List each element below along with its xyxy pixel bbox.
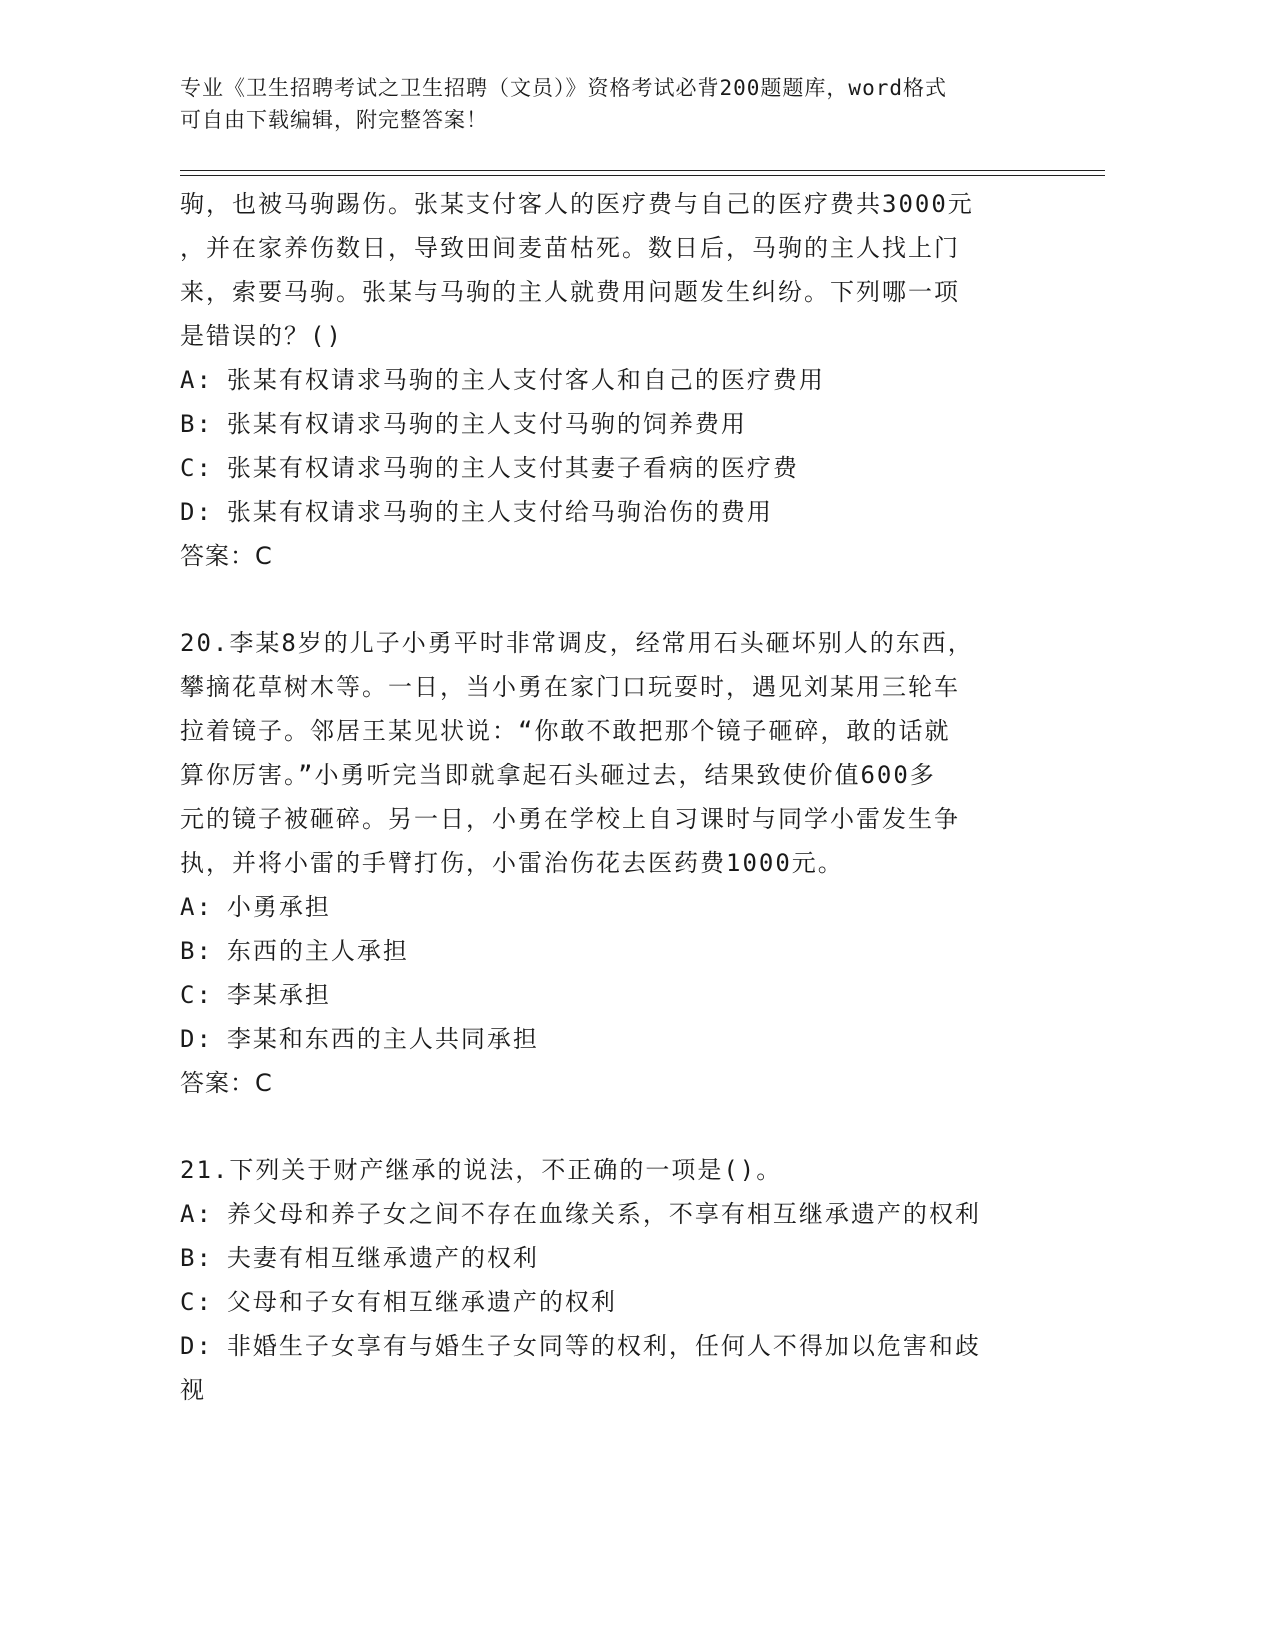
header-line-2: 可自由下载编辑，附完整答案！ xyxy=(180,108,488,132)
option-letter: B: xyxy=(180,937,213,965)
question-stem-line: 21.下列关于财产继承的说法，不正确的一项是()。 xyxy=(180,1156,783,1184)
option-text: 小勇承担 xyxy=(226,893,331,921)
header-rule-bottom xyxy=(180,175,1105,176)
answer-line: 答案：C xyxy=(180,542,273,570)
question-stem-line: 拉着镜子。邻居王某见状说：“你敢不敢把那个镜子砸碎，敢的话就 xyxy=(180,717,951,745)
option-text: 李某和东西的主人共同承担 xyxy=(226,1025,539,1053)
option-text: 李某承担 xyxy=(226,981,331,1009)
question-stem-line: 驹，也被马驹踢伤。张某支付客人的医疗费与自己的医疗费共3000元 xyxy=(180,190,974,218)
option-a xyxy=(180,885,1050,929)
question-block xyxy=(180,621,1050,1105)
question-stem-line: 是错误的？() xyxy=(180,322,343,350)
option-text: 养父母和养子女之间不存在血缘关系，不享有相互继承遗产的权利 xyxy=(226,1200,981,1228)
option-text: 张某有权请求马驹的主人支付马驹的饲养费用 xyxy=(226,410,747,438)
question-spacer xyxy=(180,1105,1050,1148)
option-text: 父母和子女有相互继承遗产的权利 xyxy=(226,1288,617,1316)
option-text: 张某有权请求马驹的主人支付其妻子看病的医疗费 xyxy=(226,454,799,482)
question-stem-line: ，并在家养伤数日，导致田间麦苗枯死。数日后，马驹的主人找上门 xyxy=(180,234,960,262)
answer-line: 答案：C xyxy=(180,1069,273,1097)
option-b xyxy=(180,402,1050,446)
question-stem-line: 算你厉害。”小勇听完当即就拿起石头砸过去，结果致使价值600多 xyxy=(180,761,936,789)
option-letter: D: xyxy=(180,1025,213,1053)
question-stem-line: 元的镜子被砸碎。另一日，小勇在学校上自习课时与同学小雷发生争 xyxy=(180,805,960,833)
option-letter: C: xyxy=(180,454,213,482)
option-c xyxy=(180,1280,1050,1324)
option-text: 张某有权请求马驹的主人支付给马驹治伤的费用 xyxy=(226,498,773,526)
header-line-1: 专业《卫生招聘考试之卫生招聘（文员）》资格考试必背200题题库，word格式 xyxy=(180,76,947,100)
option-d xyxy=(180,1017,1050,1061)
question-stem-line: 攀摘花草树木等。一日，当小勇在家门口玩耍时，遇见刘某用三轮车 xyxy=(180,673,960,701)
question-spacer xyxy=(180,578,1050,621)
option-letter: A: xyxy=(180,366,213,394)
option-letter: D: xyxy=(180,498,213,526)
question-stem-line: 20.李某8岁的儿子小勇平时非常调皮，经常用石头砸坏别人的东西， xyxy=(180,629,974,657)
option-text: 东西的主人承担 xyxy=(226,937,409,965)
option-letter: C: xyxy=(180,1288,213,1316)
document-header xyxy=(180,72,1060,136)
question-stem-line: 来，索要马驹。张某与马驹的主人就费用问题发生纠纷。下列哪一项 xyxy=(180,278,960,306)
option-letter: B: xyxy=(180,1244,213,1272)
option-letter: A: xyxy=(180,893,213,921)
option-letter: A: xyxy=(180,1200,213,1228)
option-d-continuation: 视 xyxy=(180,1376,206,1404)
option-text: 非婚生子女享有与婚生子女同等的权利，任何人不得加以危害和歧 xyxy=(226,1332,981,1360)
option-a xyxy=(180,1192,1050,1236)
question-block xyxy=(180,1148,1050,1412)
option-b xyxy=(180,1236,1050,1280)
option-letter: B: xyxy=(180,410,213,438)
option-c xyxy=(180,446,1050,490)
question-stem-line: 执，并将小雷的手臂打伤，小雷治伤花去医药费1000元。 xyxy=(180,849,844,877)
option-d xyxy=(180,1324,1050,1368)
option-d xyxy=(180,490,1050,534)
document-body xyxy=(180,182,1050,1412)
question-block xyxy=(180,182,1050,578)
header-rule-top xyxy=(180,170,1105,171)
option-text: 张某有权请求马驹的主人支付客人和自己的医疗费用 xyxy=(226,366,825,394)
option-b xyxy=(180,929,1050,973)
option-letter: D: xyxy=(180,1332,213,1360)
option-a xyxy=(180,358,1050,402)
option-letter: C: xyxy=(180,981,213,1009)
option-text: 夫妻有相互继承遗产的权利 xyxy=(226,1244,539,1272)
option-c xyxy=(180,973,1050,1017)
